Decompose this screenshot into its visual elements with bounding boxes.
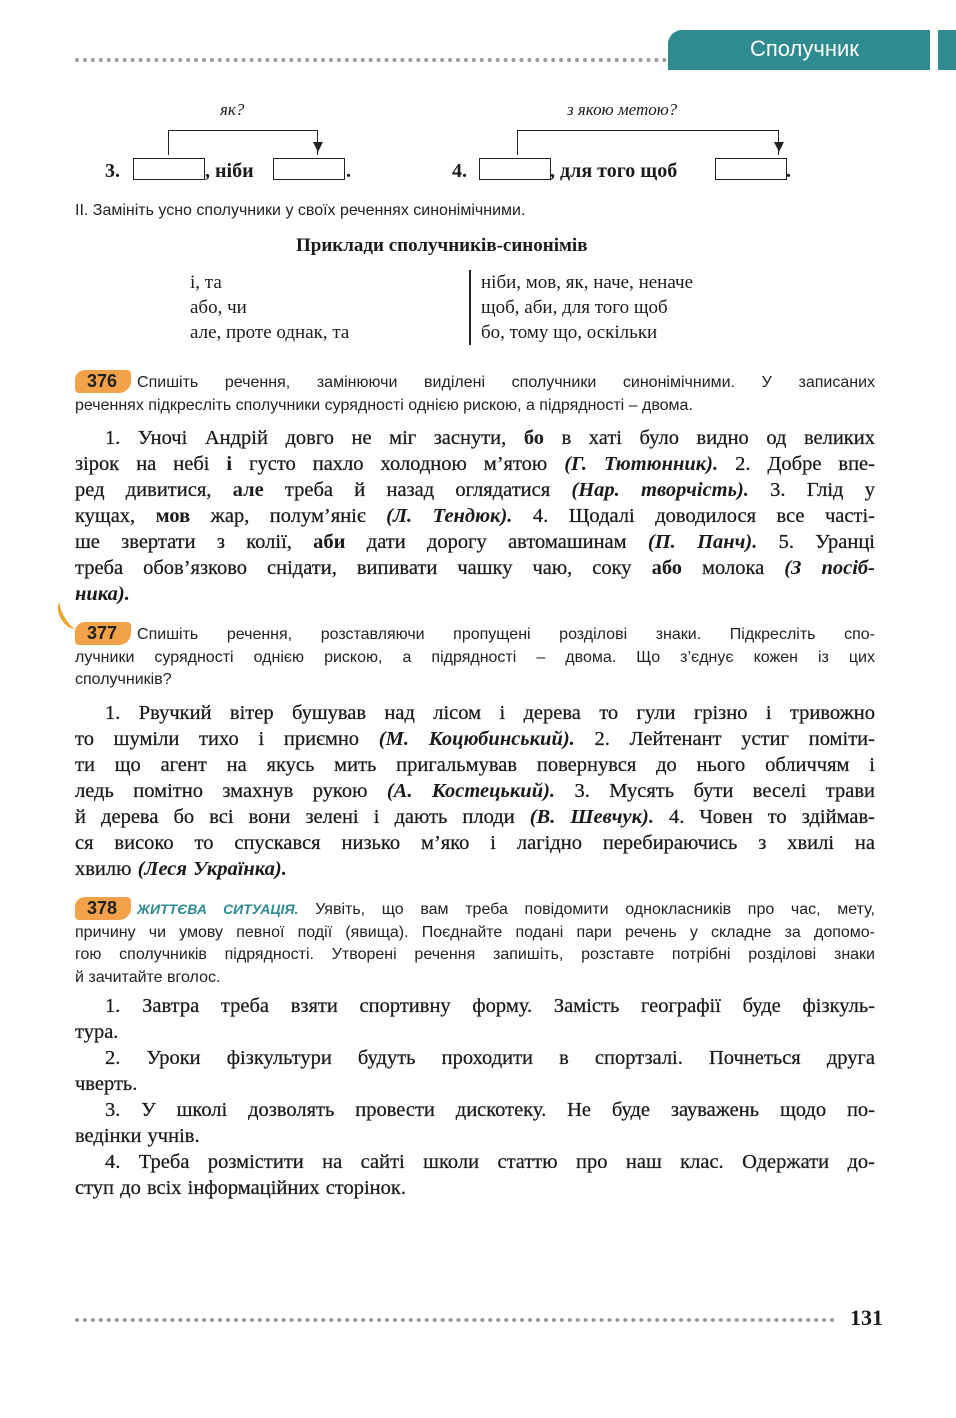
blank-box [715, 158, 787, 180]
instruction-line: Спишіть речення, розставляючи пропущені розділові знаки. Підкресліть спо- [137, 626, 875, 643]
source-citation: (М. Коцюбинський). [378, 728, 575, 750]
text-segment: молока [682, 557, 785, 579]
text-segment: кущах, [75, 505, 156, 527]
highlighted-conjunction: мов [155, 505, 191, 527]
section-tab [668, 30, 930, 70]
scheme-end-3: . [346, 160, 351, 182]
text-segment: в хаті було видно од великих [544, 427, 875, 449]
source-citation: (З посіб- [784, 557, 875, 579]
text-segment: зірок на небі [75, 453, 227, 475]
text-segment: дати дорогу автомашинам [345, 531, 648, 553]
highlighted-conjunction: бо [523, 427, 545, 449]
synonym-left: і, та [190, 272, 222, 293]
text-line [75, 804, 875, 830]
source-citation: (Л. Тендюк). [386, 505, 513, 527]
synonyms-title: Приклади сполучників-синонімів [296, 235, 588, 256]
text-segment: хвилю [75, 858, 138, 880]
task-2-instruction: II. Замініть усно сполучники у своїх реченнях синонімічними. [75, 202, 526, 219]
text-segment: то шуміли тихо і приємно [75, 728, 379, 750]
text-line [75, 1149, 875, 1175]
text-segment: 4. Щодалі доводилося все часті- [512, 505, 875, 527]
text-line [75, 1045, 875, 1071]
text-line [75, 1097, 875, 1123]
text-segment: 2. Лейтенант устиг поміти- [574, 728, 875, 750]
text-segment: 1. Рвучкий вітер бушував над лісом і дерева то гули грізно і тривожно [105, 702, 875, 724]
text-line [75, 477, 875, 503]
text-line [75, 726, 875, 752]
text-segment: 2. Добре впе- [718, 453, 875, 475]
text-line [75, 581, 875, 607]
source-citation: (Леся Українка). [137, 858, 287, 880]
text-line [75, 1175, 875, 1201]
text-segment: 5. Уранці [757, 531, 875, 553]
scheme-end-4: . [786, 160, 791, 182]
synonym-right: щоб, аби, для того щоб [470, 295, 703, 320]
instruction-line: Уявіть, що вам треба повідомити однокласників про час, мету, [298, 901, 875, 918]
text-line [75, 752, 875, 778]
text-segment: 3. У школі дозволять провести дискотеку. Не буде зауважень щодо по- [105, 1099, 875, 1121]
source-citation: (А. Костецький). [386, 780, 556, 802]
footer-divider [75, 1318, 835, 1322]
highlighted-conjunction: аби [313, 531, 346, 553]
arrow-head-icon [774, 142, 784, 152]
instruction-line: Спишіть речення, замінюючи виділені сполучники синонімічними. У записаних [137, 374, 875, 391]
text-segment: 1. Завтра треба взяти спортивну форму. Замість географії буде фізкуль- [105, 995, 875, 1017]
instruction-line: сполучників? [75, 671, 172, 688]
synonym-right: бо, тому що, оскільки [470, 320, 703, 345]
text-line [75, 1071, 875, 1097]
life-situation-label: ЖИТТЄВА СИТУАЦІЯ. [137, 901, 299, 917]
source-citation: (Нар. творчість). [571, 479, 749, 501]
scheme-question-3: як? [220, 100, 245, 119]
arrow-head-icon [313, 142, 323, 152]
text-line [75, 1123, 875, 1149]
scheme-conj-3: , ніби [205, 160, 254, 182]
text-line [75, 700, 875, 726]
text-segment: треба обов’язково снідати, випивати чашку чаю, соку [75, 557, 652, 579]
text-line [75, 856, 875, 882]
exercise-number: 376 [75, 370, 131, 393]
text-segment: ледь помітно змахнув рукою [75, 780, 387, 802]
text-segment: 1. Уночі Андрій довго не міг заснути, [105, 427, 524, 449]
scheme-question-4: з якою метою? [567, 100, 678, 119]
blank-box [273, 158, 345, 180]
text-segment: ред дивитися, [75, 479, 233, 501]
text-segment: 2. Уроки фізкультури будуть проходити в спортзалі. Почнеться друга [105, 1047, 875, 1069]
text-segment: густо пахло холодною м’ятою [232, 453, 565, 475]
text-segment: чверть. [75, 1073, 138, 1095]
section-title: Сполучник [750, 36, 859, 61]
text-line [75, 503, 875, 529]
text-segment: 3. Глід у [748, 479, 875, 501]
source-citation: (П. Панч). [647, 531, 758, 553]
text-segment: ведінки учнів. [75, 1125, 200, 1147]
highlighted-conjunction: але [232, 479, 264, 501]
instruction-line: й зачитайте вголос. [75, 968, 221, 986]
source-citation: ника). [75, 583, 130, 605]
scheme-number-3: 3. [105, 160, 120, 182]
instruction-line: лучники сурядності однією рискою, а підрядності – двома. Що з’єднує кожен із цих [75, 648, 875, 666]
scheme-arrow-3 [168, 130, 318, 155]
source-citation: (Г. Тютюнник). [564, 453, 719, 475]
exercise-377-instruction [75, 622, 875, 692]
text-segment: жар, полум’яніє [190, 505, 387, 527]
instruction-line: гою сполучників підрядності. Утворені речення запишіть, розставте потрібні розділові знаки [75, 946, 875, 963]
text-segment: 4. Треба розмістити на сайті школи статтю про наш клас. Одержати до- [105, 1151, 875, 1173]
instruction-line: реченнях підкресліть сполучники сурядності однією рискою, а підрядності – двома. [75, 396, 693, 414]
text-line [75, 778, 875, 804]
page-number: 131 [850, 1305, 883, 1330]
instruction-line: причину чи умову певної події (явища). Поєднайте подані пари речень у складне за допомо- [75, 923, 875, 941]
text-line [75, 830, 875, 856]
exercise-number: 378 [75, 897, 131, 920]
header-divider [75, 58, 675, 62]
text-line [75, 425, 875, 451]
synonym-left: або, чи [190, 297, 247, 318]
exercise-378-text [75, 993, 875, 1201]
blank-box [479, 158, 551, 180]
source-citation: (В. Шевчук). [529, 806, 654, 828]
text-segment: ступ до всіх інформаційних сторінок. [75, 1177, 406, 1199]
exercise-number: 377 [75, 622, 131, 645]
text-segment: й дерева бо всі вони зелені і дають плоди [75, 806, 530, 828]
highlighted-conjunction: і [226, 453, 233, 475]
exercise-376-instruction [75, 370, 875, 417]
text-line [75, 555, 875, 581]
synonym-right: ніби, мов, як, наче, неначе [470, 270, 703, 295]
text-segment: ше звертати з колії, [75, 531, 314, 553]
text-line [75, 529, 875, 555]
text-segment: треба й назад оглядатися [263, 479, 572, 501]
scheme-number-4: 4. [452, 160, 467, 182]
text-line [75, 451, 875, 477]
text-line [75, 993, 875, 1019]
text-segment: 3. Мусять бути веселі трави [555, 780, 875, 802]
highlighted-conjunction: або [651, 557, 683, 579]
scheme-arrow-4 [517, 130, 779, 155]
exercise-378-instruction [75, 897, 875, 989]
text-segment: тура. [75, 1021, 119, 1043]
text-segment: ти що агент на якусь мить пригальмував повернувся до нього обличчям і [75, 754, 875, 776]
synonym-left: але, проте однак, та [190, 322, 350, 343]
synonyms-table [180, 270, 703, 345]
scheme-conj-4: , для того щоб [550, 160, 678, 182]
text-line [75, 1019, 875, 1045]
blank-box [133, 158, 205, 180]
section-tab-edge [938, 30, 956, 70]
text-segment: 4. Човен то здіймав- [653, 806, 876, 828]
exercise-376-text [75, 425, 875, 607]
exercise-377-text [75, 700, 875, 882]
text-segment: ся високо то спускався низько м’яко і лагідно перебираючись з хвилі на [75, 832, 875, 854]
